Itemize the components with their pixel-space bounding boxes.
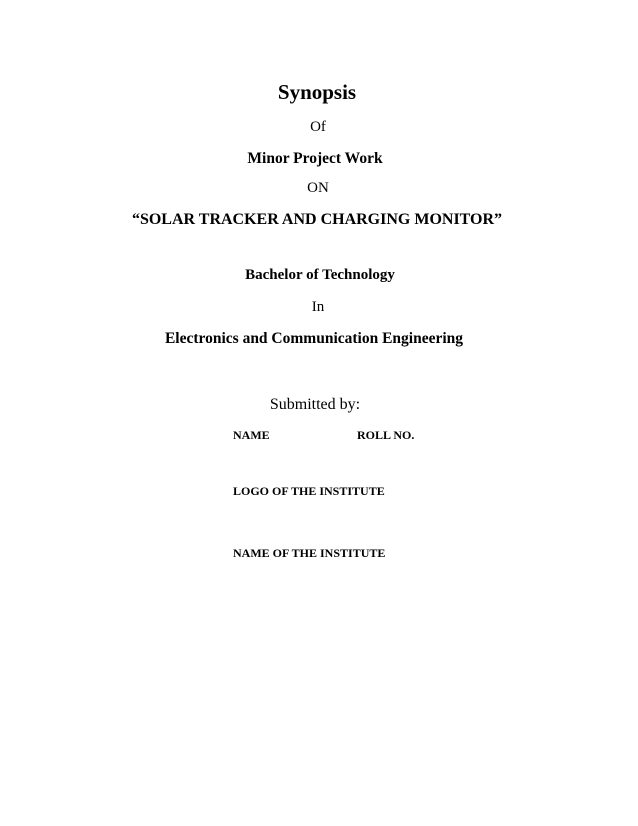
in-text: In [311,299,325,315]
degree-name: Bachelor of Technology [245,267,395,283]
institute-name-placeholder: NAME OF THE INSTITUTE [233,546,386,560]
synopsis-title: Synopsis [277,80,357,104]
of-text: Of [310,119,326,135]
on-text: ON [307,180,329,196]
submitted-by-label: Submitted by: [269,396,361,413]
branch-name: Electronics and Communication Engineering [164,330,464,347]
roll-number-column-label: ROLL NO. [357,428,415,442]
name-column-label: NAME [233,428,270,442]
work-type: Minor Project Work [247,150,383,167]
institute-logo-placeholder: LOGO OF THE INSTITUTE [233,484,385,498]
project-title: “SOLAR TRACKER AND CHARGING MONITOR” [131,211,503,228]
